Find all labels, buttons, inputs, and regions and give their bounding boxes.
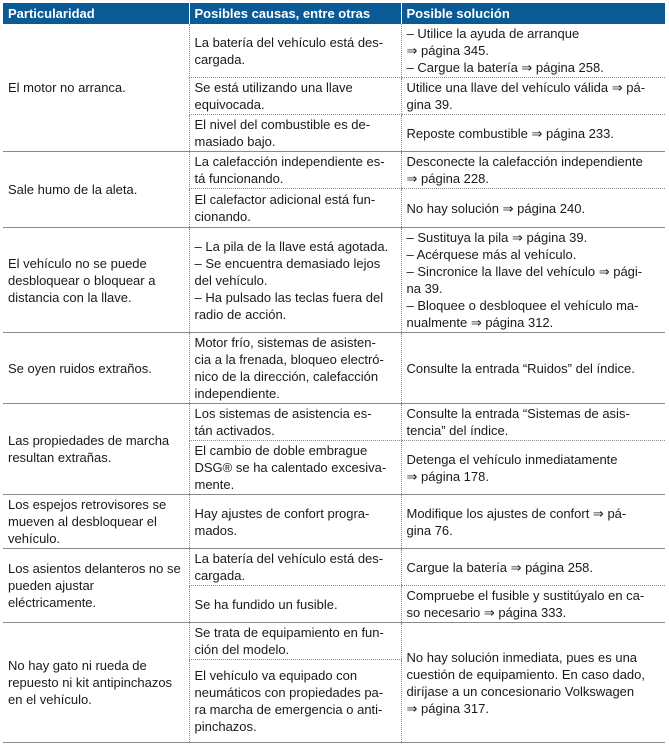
cause-line: La batería del vehículo está des- — [194, 551, 384, 566]
cause-cell — [189, 441, 401, 495]
problem-cell: El motor no arranca. — [3, 24, 189, 152]
solution-line: so necesario ⇒ página 333. — [406, 605, 567, 620]
cause-line: El nivel del combustible es de- — [194, 117, 371, 132]
cause-cell — [189, 228, 401, 333]
header-posibles-causas: Posibles causas, entre otras — [189, 3, 401, 24]
cause-line: nico de la dirección, calefacción — [194, 369, 379, 384]
table-body — [3, 24, 665, 743]
problem-cell: Sale humo de la aleta. — [3, 152, 189, 228]
cause-line: Hay ajustes de confort progra- — [194, 505, 370, 521]
cause-line: neumáticos con propiedades pa- — [194, 685, 384, 700]
solution-cell — [401, 441, 665, 495]
cause-line: pinchazos. — [194, 719, 257, 734]
solution-cell — [401, 586, 665, 623]
solution-line: Cargue la batería ⇒ página 258. — [406, 559, 594, 575]
cause-cell — [189, 115, 401, 152]
solution-line: Consulte la entrada “Ruidos” del índice. — [406, 360, 635, 376]
cause-cell — [189, 78, 401, 115]
solution-line: nualmente ⇒ página 312. — [406, 315, 554, 330]
solution-line: – Sincronice la llave del vehículo ⇒ pági- — [406, 264, 643, 279]
solution-line: – Cargue la batería ⇒ página 258. — [406, 60, 604, 75]
cause-line: – Se encuentra demasiado lejos — [194, 255, 381, 271]
solution-line: – Utilice la ayuda de arranque — [406, 26, 580, 41]
solution-line: No hay solución inmediata, pues es una — [406, 649, 638, 665]
table-header-row — [3, 3, 665, 24]
cause-line: mados. — [194, 522, 238, 538]
cause-line: tá funcionando. — [194, 171, 284, 186]
cause-line: Se ha fundido un fusible. — [194, 596, 338, 612]
table-row — [3, 549, 665, 586]
cause-line: mente. — [194, 477, 235, 492]
solution-line: ⇒ página 345. — [406, 43, 489, 58]
solution-line: No hay solución ⇒ página 240. — [406, 200, 586, 216]
solution-line: Utilice una llave del vehículo válida ⇒ pá- — [406, 80, 646, 95]
cause-cell — [189, 404, 401, 441]
cause-line: cia a la frenada, bloqueo electró- — [194, 352, 384, 367]
cause-cell — [189, 660, 401, 743]
cause-line: La calefacción independiente es- — [194, 154, 385, 169]
solution-line: na 39. — [406, 281, 443, 296]
problem-cell: Las propiedades de marcha resultan extrañas. — [3, 404, 189, 495]
solution-line: Compruebe el fusible y sustitúyalo en ca- — [406, 588, 645, 603]
solution-cell — [401, 78, 665, 115]
solution-line: ⇒ página 228. — [406, 171, 489, 186]
solution-line: Consulte la entrada “Sistemas de asis- — [406, 406, 630, 421]
cause-line: El calefactor adicional está fun- — [194, 192, 376, 207]
cause-line: DSG® se ha calentado excesiva- — [194, 460, 387, 475]
cause-line: cargada. — [194, 51, 246, 67]
header-posible-solucion: Posible solución — [401, 3, 665, 24]
table-row — [3, 24, 665, 78]
solution-cell — [401, 115, 665, 152]
cause-cell — [189, 333, 401, 404]
solution-cell — [401, 404, 665, 441]
solution-line: – Acérquese más al vehículo. — [406, 247, 577, 262]
table-row — [3, 333, 665, 404]
solution-line: Detenga el vehículo inmediatamente — [406, 451, 618, 467]
cause-cell — [189, 623, 401, 660]
table-row — [3, 404, 665, 441]
cause-line: El cambio de doble embrague — [194, 443, 368, 458]
troubleshooting-table — [3, 3, 665, 743]
solution-line: – Sustituya la pila ⇒ página 39. — [406, 230, 588, 245]
cause-line: independiente. — [194, 386, 280, 401]
cause-line: ra marcha de emergencia o anti- — [194, 702, 383, 717]
cause-line: Se trata de equipamiento en fun- — [194, 625, 384, 640]
cause-line: radio de acción. — [194, 306, 287, 322]
solution-line: Modifique los ajustes de confort ⇒ pá- — [406, 505, 627, 521]
cause-line: cionando. — [194, 209, 251, 224]
table-row — [3, 495, 665, 549]
cause-line: – Ha pulsado las teclas fuera del — [194, 289, 384, 305]
solution-cell — [401, 152, 665, 189]
solution-cell — [401, 228, 665, 333]
problem-cell: Los espejos retrovisores se mueven al desbloquear el vehículo. — [3, 495, 189, 549]
header-particularidad: Particularidad — [3, 3, 189, 24]
table-row — [3, 152, 665, 189]
cause-line: equivocada. — [194, 97, 265, 112]
solution-cell — [401, 623, 665, 743]
solution-cell — [401, 189, 665, 228]
table-row — [3, 623, 665, 660]
cause-line: del vehículo. — [194, 272, 268, 288]
cause-line: – La pila de la llave está agotada. — [194, 238, 389, 254]
solution-line: gina 39. — [406, 97, 453, 112]
solution-line: cuestión de equipamiento. En caso dado, — [406, 666, 646, 682]
problem-cell: Se oyen ruidos extraños. — [3, 333, 189, 404]
solution-line: ⇒ página 178. — [406, 468, 489, 484]
cause-line: ción del modelo. — [194, 642, 290, 657]
solution-line: tencia” del índice. — [406, 423, 509, 438]
solution-cell — [401, 549, 665, 586]
cause-line: La batería del vehículo está des- — [194, 34, 384, 50]
problem-cell: El vehículo no se puede desbloquear o bloquear a distancia con la llave. — [3, 228, 189, 333]
solution-line: – Bloquee o desbloquee el vehículo ma- — [406, 298, 639, 313]
solution-line: Reposte combustible ⇒ página 233. — [406, 125, 614, 141]
cause-cell — [189, 586, 401, 623]
problem-cell: No hay gato ni rueda de repuesto ni kit antipinchazos en el vehículo. — [3, 623, 189, 743]
solution-line: Desconecte la calefacción independiente — [406, 154, 643, 169]
cause-cell — [189, 495, 401, 549]
cause-line: tán activados. — [194, 423, 275, 438]
solution-line: diríjase a un concesionario Volkswagen — [406, 683, 635, 699]
cause-line: El vehículo va equipado con — [194, 668, 358, 683]
solution-cell — [401, 24, 665, 78]
cause-cell — [189, 152, 401, 189]
solution-cell — [401, 333, 665, 404]
cause-cell — [189, 549, 401, 586]
table-row — [3, 228, 665, 333]
cause-cell — [189, 189, 401, 228]
solution-cell — [401, 495, 665, 549]
cause-line: cargada. — [194, 568, 246, 583]
cause-line: masiado bajo. — [194, 134, 276, 149]
cause-line: Motor frío, sistemas de asisten- — [194, 335, 376, 350]
cause-cell — [189, 24, 401, 78]
solution-line: gina 76. — [406, 522, 453, 538]
solution-line: ⇒ página 317. — [406, 700, 489, 716]
cause-line: Se está utilizando una llave — [194, 80, 353, 95]
cause-line: Los sistemas de asistencia es- — [194, 406, 372, 421]
problem-cell: Los asientos delanteros no se pueden ajustar eléctricamente. — [3, 549, 189, 623]
